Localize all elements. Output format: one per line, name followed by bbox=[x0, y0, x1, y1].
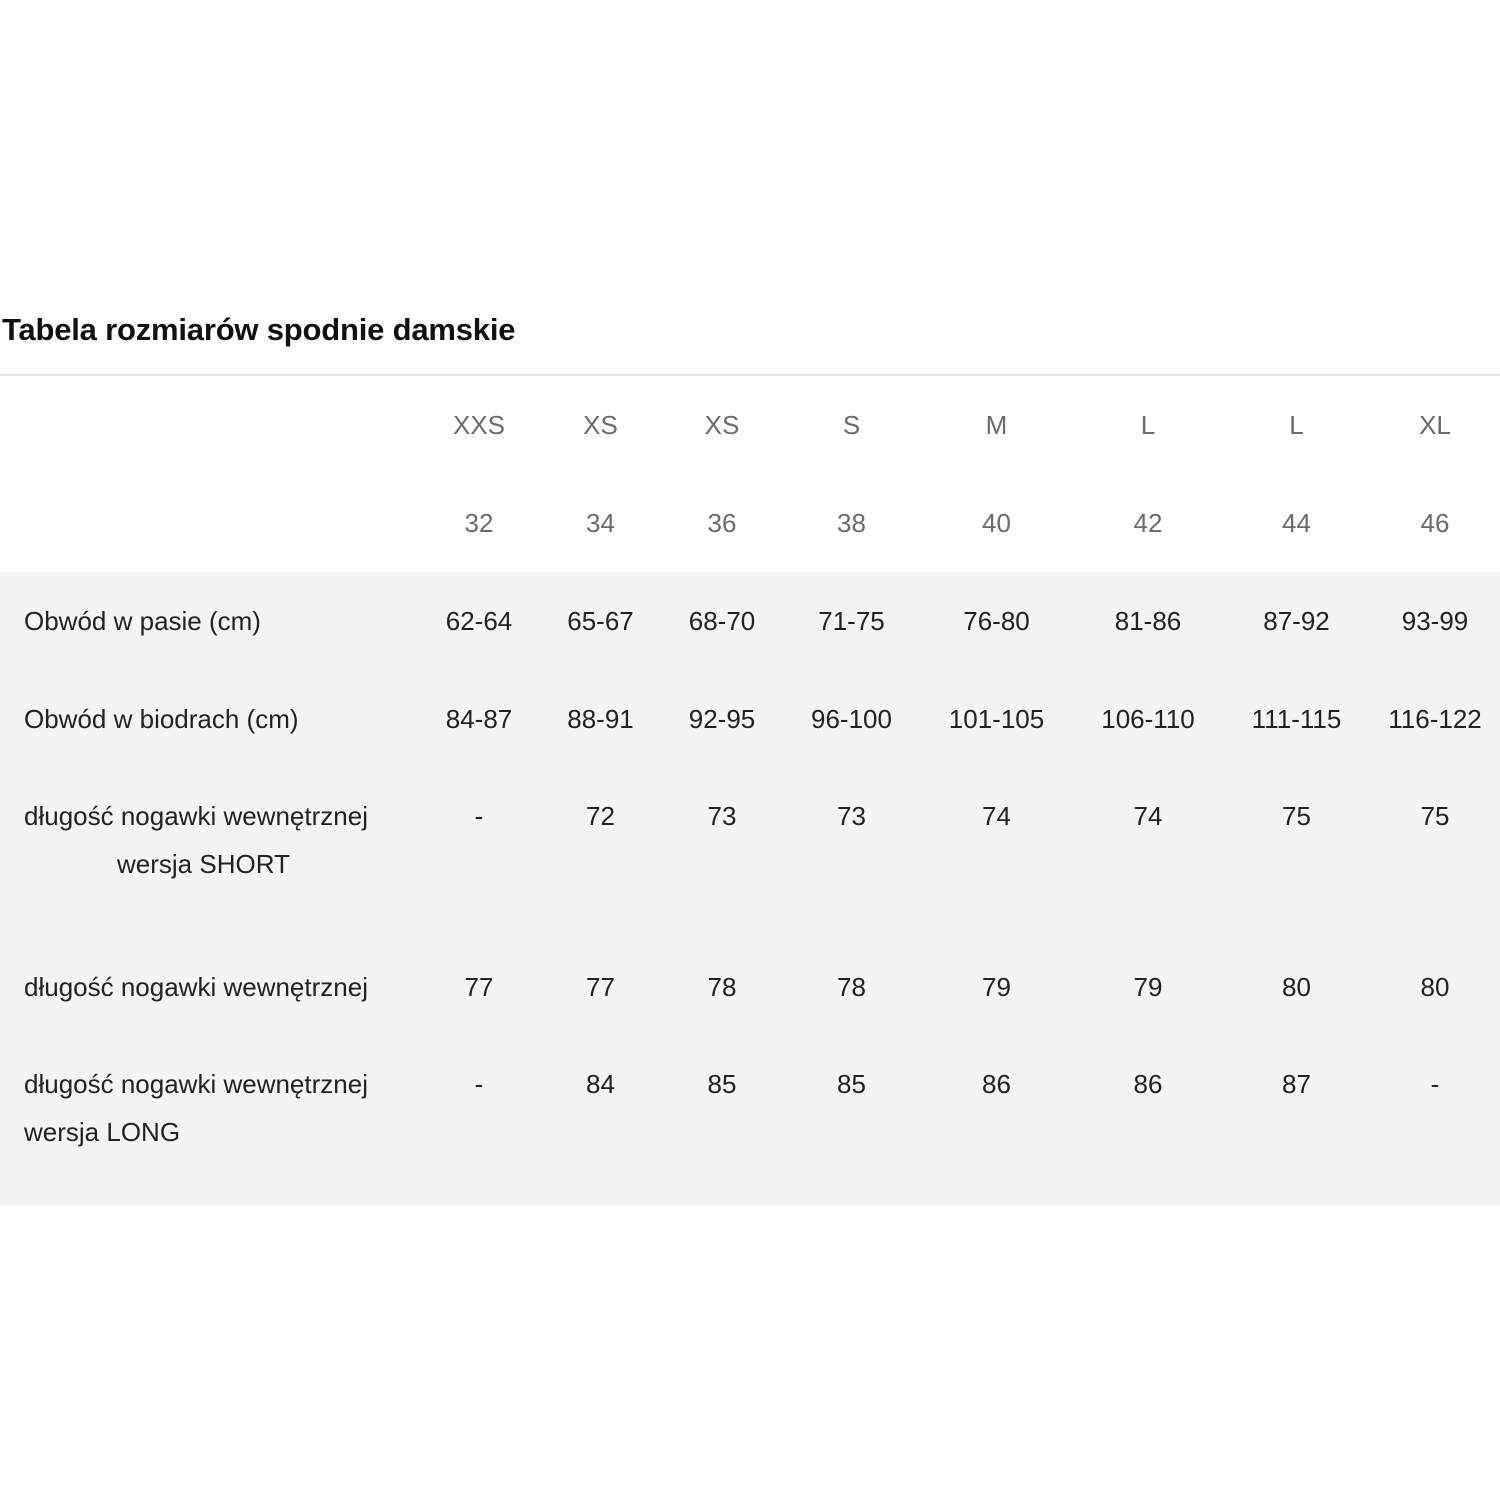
letter-size-cell: XS bbox=[583, 409, 618, 440]
measurement-cell: 101-105 bbox=[948, 703, 1045, 734]
numeric-size-cell: 42 bbox=[1133, 507, 1163, 538]
measurement-cell: 74 bbox=[982, 801, 1011, 831]
measurement-cell: 75 bbox=[1282, 801, 1311, 831]
measurement-cell: 73 bbox=[707, 801, 737, 831]
measurement-cell: 75 bbox=[1420, 801, 1450, 831]
measurement-cell: 78 bbox=[707, 971, 737, 1002]
row-label-text: długość nogawki wewnętrznej bbox=[24, 972, 368, 1002]
measurement-cell: 92-95 bbox=[688, 703, 756, 734]
numeric-size-cell: 44 bbox=[1282, 507, 1311, 538]
letter-size-cell: S bbox=[842, 409, 861, 440]
measurement-cell: 111-115 bbox=[1251, 703, 1342, 734]
page-title: Tabela rozmiarów spodnie damskie bbox=[2, 312, 516, 347]
row-label-subtext: wersja SHORT bbox=[117, 849, 290, 879]
row-label bbox=[0, 572, 418, 670]
measurement-cell: 85 bbox=[837, 1069, 866, 1099]
measurement-cell: 78 bbox=[837, 971, 866, 1002]
measurement-cell: 71-75 bbox=[818, 605, 885, 636]
letter-size-cell: XXS bbox=[452, 409, 506, 440]
letter-size-row bbox=[0, 376, 1500, 474]
inseam-long-row bbox=[0, 1036, 1500, 1206]
measurement-cell: 86 bbox=[982, 1069, 1011, 1099]
measurement-cell: - bbox=[474, 801, 484, 831]
letter-size-cell: XL bbox=[1419, 409, 1451, 440]
measurement-cell: 87-92 bbox=[1263, 605, 1330, 636]
numeric-size-cell: 40 bbox=[982, 507, 1011, 538]
numeric-size-row bbox=[0, 474, 1500, 572]
measurement-cell: 84 bbox=[586, 1069, 615, 1099]
letter-size-cell: L bbox=[1140, 409, 1156, 440]
numeric-size-cell: 38 bbox=[837, 507, 866, 538]
measurement-cell: 81-86 bbox=[1114, 605, 1182, 636]
hips-row bbox=[0, 670, 1500, 768]
measurement-cell: 73 bbox=[837, 801, 866, 831]
inseam-short-row bbox=[0, 768, 1500, 938]
measurement-cell: 96-100 bbox=[811, 703, 892, 734]
measurement-cell: - bbox=[474, 1069, 484, 1099]
measurement-cell: 85 bbox=[707, 1069, 737, 1099]
measurement-cell: 79 bbox=[1133, 971, 1163, 1002]
row-label-text: Obwód w pasie (cm) bbox=[24, 606, 261, 636]
row-label bbox=[0, 670, 418, 768]
measurement-cell: 84-87 bbox=[445, 703, 513, 734]
measurement-cell: 80 bbox=[1420, 971, 1450, 1002]
waist-row bbox=[0, 572, 1500, 670]
measurement-cell: 116-122 bbox=[1388, 703, 1482, 734]
row-label-text: długość nogawki wewnętrznej bbox=[24, 801, 368, 831]
row-label-text: długość nogawki wewnętrznej bbox=[24, 1069, 368, 1099]
measurement-cell: 68-70 bbox=[688, 605, 756, 636]
header-empty-cell bbox=[0, 474, 418, 572]
measurement-cell: 77 bbox=[464, 971, 494, 1002]
measurement-cell: 72 bbox=[586, 801, 615, 831]
measurement-cell: 87 bbox=[1282, 1069, 1311, 1099]
row-label bbox=[0, 768, 418, 938]
measurement-cell: 106-110 bbox=[1101, 703, 1195, 734]
letter-size-cell: XS bbox=[704, 409, 740, 440]
row-label bbox=[0, 938, 418, 1036]
row-label-subtext: wersja LONG bbox=[24, 1117, 181, 1147]
measurement-cell: 93-99 bbox=[1401, 605, 1469, 636]
measurement-cell: 77 bbox=[586, 971, 615, 1002]
measurement-cell: 74 bbox=[1133, 801, 1163, 831]
measurement-cell: 62-64 bbox=[445, 605, 513, 636]
measurement-cell: 80 bbox=[1282, 971, 1311, 1002]
inseam-regular-row bbox=[0, 938, 1500, 1036]
letter-size-cell: M bbox=[985, 409, 1008, 440]
numeric-size-cell: 46 bbox=[1420, 507, 1450, 538]
numeric-size-cell: 32 bbox=[464, 507, 494, 538]
row-label bbox=[0, 1036, 418, 1206]
size-table bbox=[0, 376, 1500, 1206]
measurement-cell: - bbox=[1430, 1069, 1440, 1099]
measurement-cell: 65-67 bbox=[567, 605, 634, 636]
numeric-size-cell: 36 bbox=[707, 507, 737, 538]
measurement-cell: 79 bbox=[982, 971, 1011, 1002]
measurement-cell: 86 bbox=[1133, 1069, 1163, 1099]
letter-size-cell: L bbox=[1289, 409, 1304, 440]
numeric-size-cell: 34 bbox=[586, 507, 615, 538]
header-empty-cell bbox=[0, 376, 418, 474]
measurement-cell: 88-91 bbox=[567, 703, 634, 734]
row-label-text: Obwód w biodrach (cm) bbox=[24, 704, 299, 734]
measurement-cell: 76-80 bbox=[963, 605, 1030, 636]
